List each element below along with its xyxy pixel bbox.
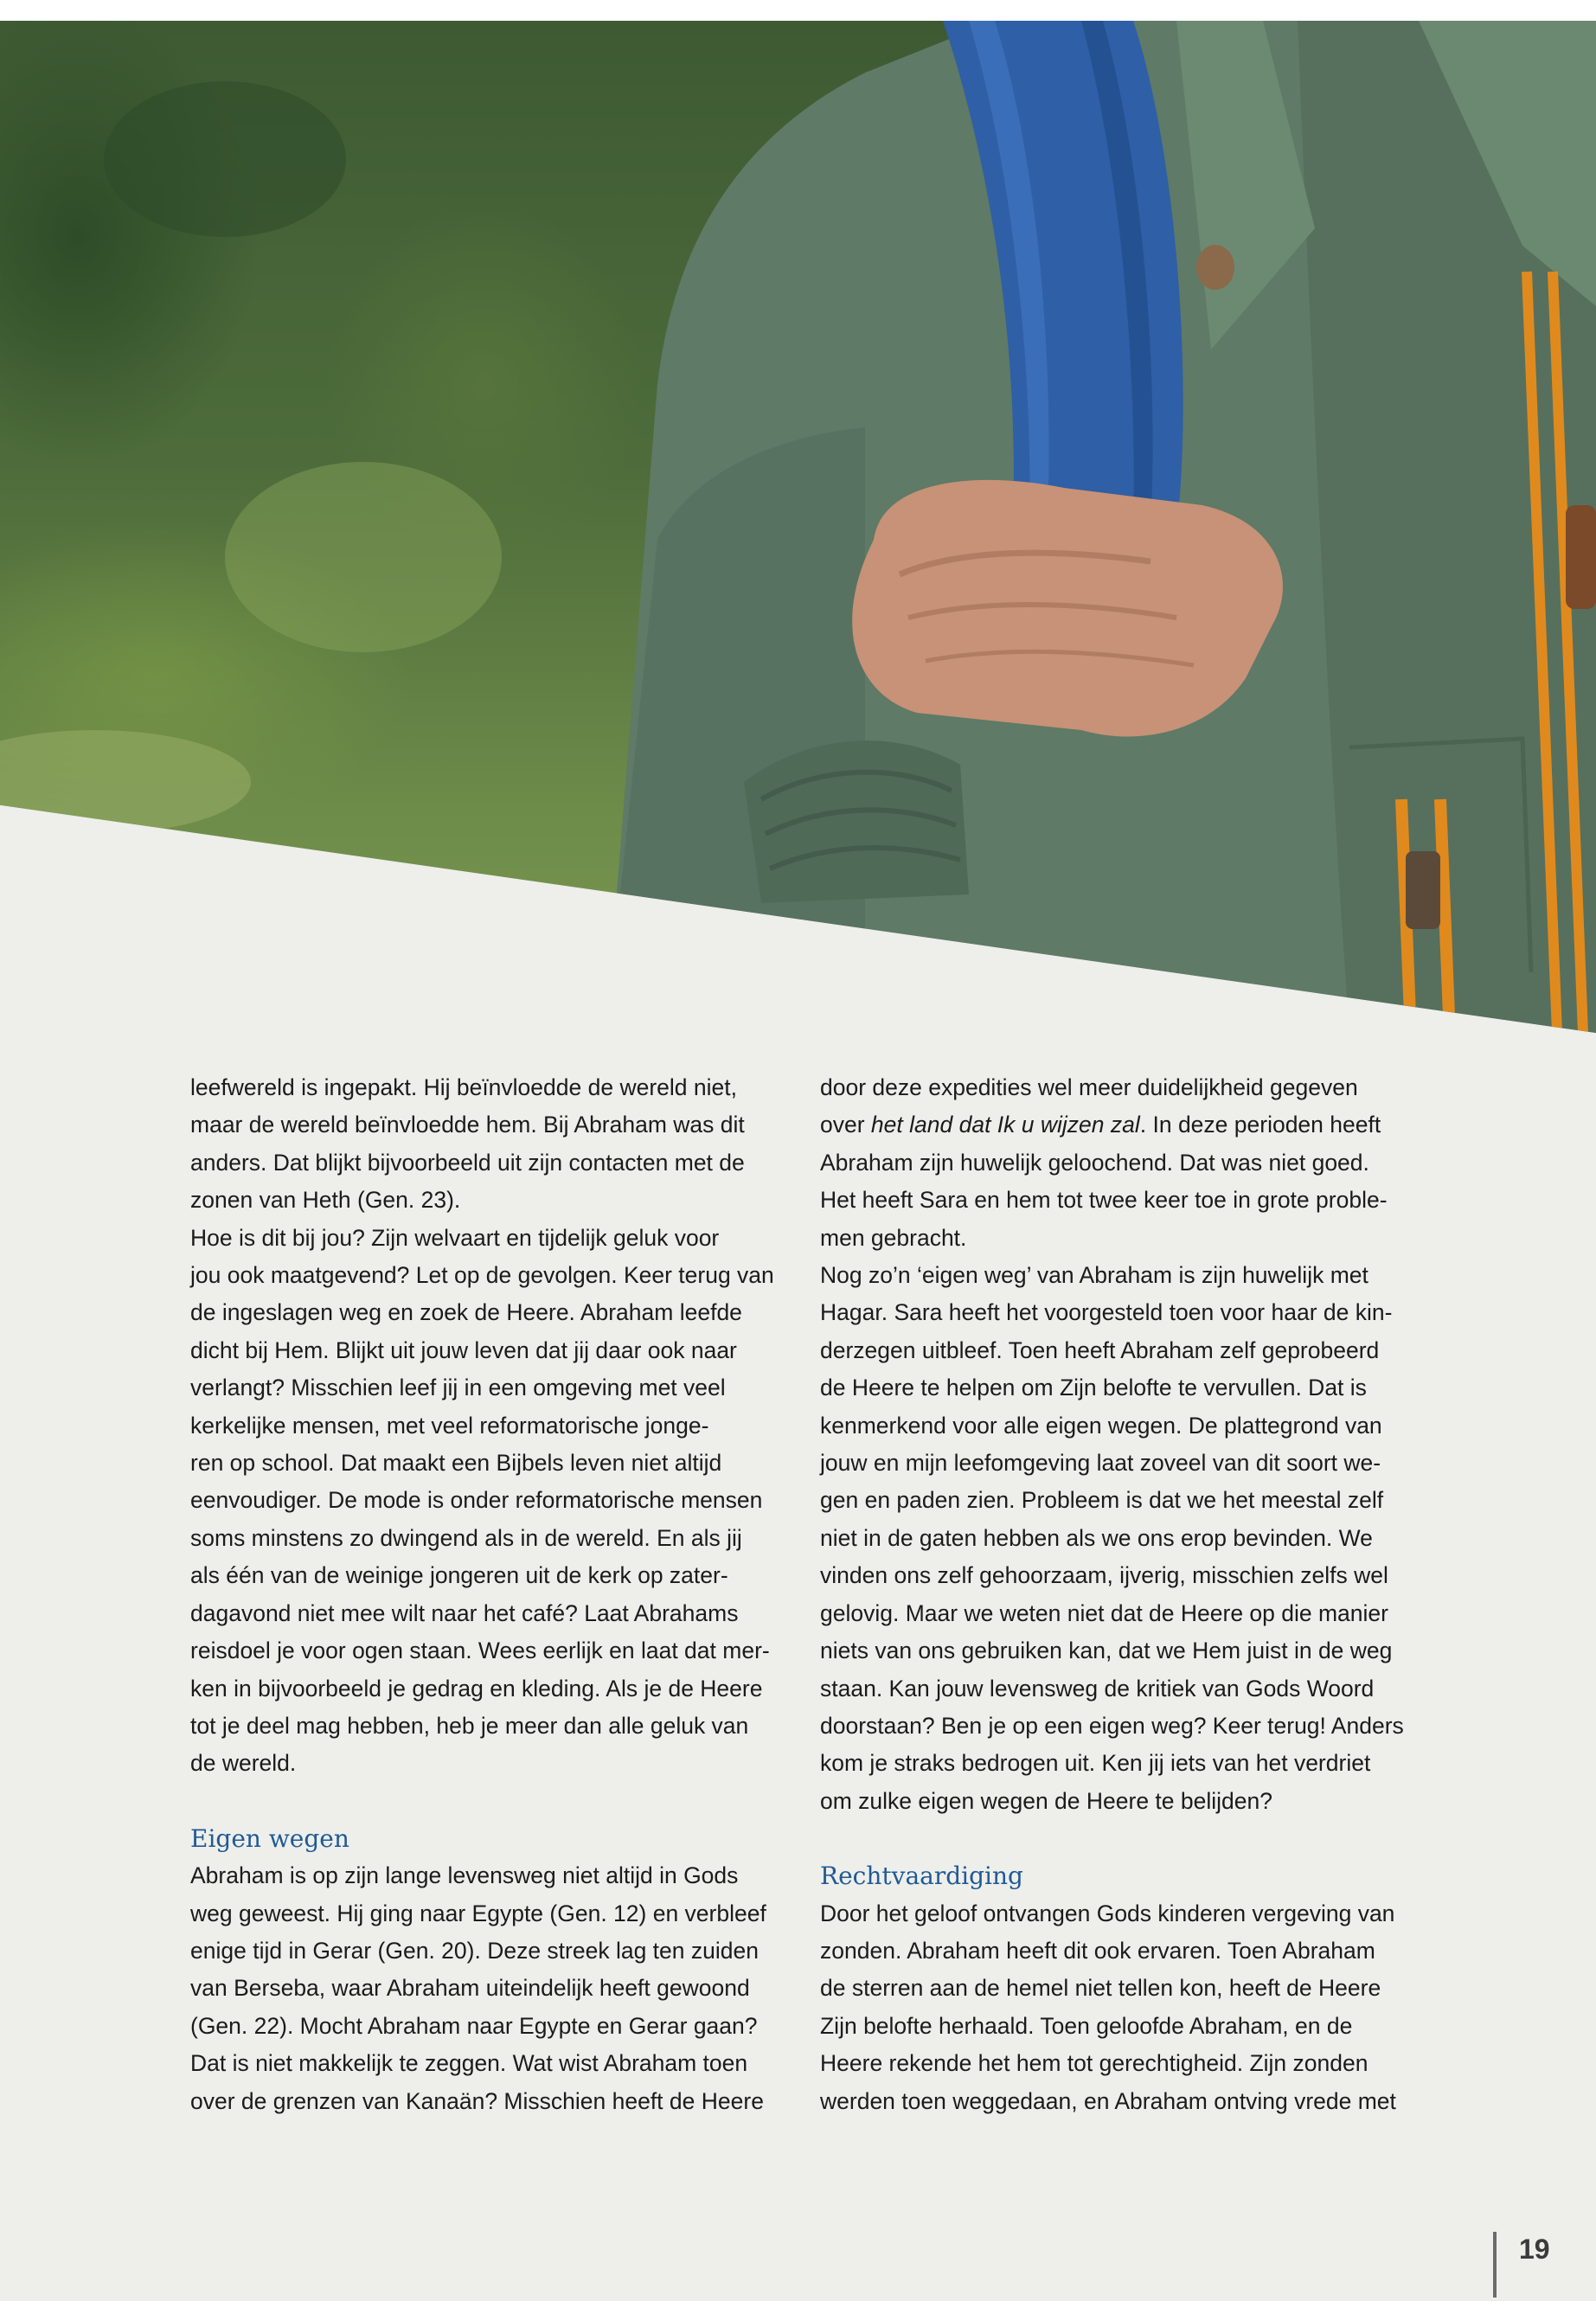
paragraph-line: gelovig. Maar we weten niet dat de Heere op die manier xyxy=(820,1599,1388,1626)
paragraph-line: staan. Kan jouw levensweg de kritiek van Gods Woord xyxy=(820,1675,1375,1702)
text-run: over xyxy=(820,1112,871,1138)
paragraph-line: werden toen weggedaan, en Abraham ontving vrede met xyxy=(820,2087,1396,2114)
paragraph-line: maar de wereld beïnvloedde hem. Bij Abraham was dit xyxy=(190,1112,745,1138)
paragraph-line: reisdoel je voor ogen staan. Wees eerlijk en laat dat mer- xyxy=(190,1638,770,1664)
paragraph-line: jouw en mijn leefomgeving laat zoveel van dit soort we- xyxy=(820,1450,1381,1477)
right-column xyxy=(820,1069,1430,2120)
paragraph-line: Het heeft Sara en hem tot twee keer toe in grote proble- xyxy=(820,1187,1388,1214)
magazine-page xyxy=(0,21,1596,2301)
paragraph-line: kerkelijke mensen, met veel reformatorische jonge- xyxy=(190,1412,709,1439)
paragraph-line: over de grenzen van Kanaän? Misschien heeft de Heere xyxy=(190,2087,764,2114)
paragraph-line: de sterren aan de hemel niet tellen kon, heeft de Heere xyxy=(820,1975,1381,2002)
paragraph-line: enige tijd in Gerar (Gen. 20). Deze streek lag ten zuiden xyxy=(190,1937,759,1964)
paragraph-line: dagavond niet mee wilt naar het café? Laat Abrahams xyxy=(190,1599,739,1626)
section-heading-rechtvaardiging: Rechtvaardiging xyxy=(820,1862,1023,1891)
paragraph-line: verlangt? Misschien leef jij in een omgeving met veel xyxy=(190,1375,726,1401)
bible-quote: het land dat Ik u wijzen zal xyxy=(870,1112,1140,1138)
paragraph-line: tot je deel mag hebben, heb je meer dan alle geluk van xyxy=(190,1712,749,1739)
left-column xyxy=(190,1069,800,2120)
paragraph-line: Nog zo’n ‘eigen weg’ van Abraham is zijn huwelijk met xyxy=(820,1262,1368,1289)
paragraph-line: niets van ons gebruiken kan, dat we Hem juist in de weg xyxy=(820,1638,1393,1664)
paragraph-line-with-quote xyxy=(820,1106,1430,1144)
paragraph-line: vinden ons zelf gehoorzaam, ijverig, misschien zelfs wel xyxy=(820,1562,1388,1589)
paragraph-line: de Heere te helpen om Zijn belofte te vervullen. Dat is xyxy=(820,1375,1367,1401)
paragraph-line: weg geweest. Hij ging naar Egypte (Gen. 12) en verbleef xyxy=(190,1900,766,1926)
paragraph-line: de ingeslagen weg en zoek de Heere. Abraham leefde xyxy=(190,1299,742,1326)
paragraph-line: Abraham zijn huwelijk geloochend. Dat was niet goed. xyxy=(820,1149,1369,1176)
paragraph-line: de wereld. xyxy=(190,1750,297,1777)
paragraph-line: om zulke eigen wegen de Heere te belijden? xyxy=(820,1787,1272,1814)
paragraph-line: zonen van Heth (Gen. 23). xyxy=(190,1187,461,1214)
paragraph-line: Heere rekende het hem tot gerechtigheid. Zijn zonden xyxy=(820,2050,1368,2077)
paragraph-line: niet in de gaten hebben als we ons erop bevinden. We xyxy=(820,1524,1373,1551)
paragraph-line: (Gen. 22). Mocht Abraham naar Egypte en Gerar gaan? xyxy=(190,2012,758,2039)
paragraph-line: Dat is niet makkelijk te zeggen. Wat wist Abraham toen xyxy=(190,2050,748,2077)
paragraph-line: derzegen uitbleef. Toen heeft Abraham zelf geprobeerd xyxy=(820,1336,1380,1363)
paragraph-line: als één van de weinige jongeren uit de kerk op zater- xyxy=(190,1562,728,1589)
paragraph-line: men gebracht. xyxy=(820,1224,967,1251)
paragraph-line: ken in bijvoorbeeld je gedrag en kleding. Als je de Heere xyxy=(190,1675,763,1702)
header-photo xyxy=(0,21,1596,1033)
paragraph-line: Zijn belofte herhaald. Toen geloofde Abraham, en de xyxy=(820,2012,1353,2039)
paragraph-line: anders. Dat blijkt bijvoorbeeld uit zijn contacten met de xyxy=(190,1149,745,1176)
paragraph-line: soms minstens zo dwingend als in de wereld. En als jij xyxy=(190,1524,742,1551)
paragraph-line: Door het geloof ontvangen Gods kinderen vergeving van xyxy=(820,1900,1395,1926)
paragraph-line: jou ook maatgevend? Let op de gevolgen. Keer terug van xyxy=(190,1262,774,1289)
paragraph-line: doorstaan? Ben je op een eigen weg? Keer terug! Anders xyxy=(820,1712,1404,1739)
paragraph-line: door deze expedities wel meer duidelijkheid gegeven xyxy=(820,1074,1358,1100)
paragraph-line: Hoe is dit bij jou? Zijn welvaart en tijdelijk geluk voor xyxy=(190,1224,720,1251)
paragraph-line: kom je straks bedrogen uit. Ken jij iets van het verdriet xyxy=(820,1750,1371,1777)
paragraph-line: eenvoudiger. De mode is onder reformatorische mensen xyxy=(190,1487,763,1514)
paragraph-line: Hagar. Sara heeft het voorgesteld toen voor haar de kin- xyxy=(820,1299,1393,1326)
paragraph-line: leefwereld is ingepakt. Hij beïnvloedde de wereld niet, xyxy=(190,1074,737,1100)
paragraph-line: van Berseba, waar Abraham uiteindelijk heeft gewoond xyxy=(190,1975,750,2002)
paragraph-line: kenmerkend voor alle eigen wegen. De plattegrond van xyxy=(820,1412,1382,1439)
paragraph-line: zonden. Abraham heeft dit ook ervaren. Toen Abraham xyxy=(820,1937,1375,1964)
paragraph-line: dicht bij Hem. Blijkt uit jouw leven dat jij daar ook naar xyxy=(190,1336,737,1363)
section-heading-eigen-wegen: Eigen wegen xyxy=(190,1823,349,1853)
paragraph-line: Abraham is op zijn lange levensweg niet altijd in Gods xyxy=(190,1862,739,1889)
text-run: . In deze perioden heeft xyxy=(1139,1112,1381,1138)
paragraph-line: ren op school. Dat maakt een Bijbels leven niet altijd xyxy=(190,1450,722,1477)
paragraph-line: gen en paden zien. Probleem is dat we het meestal zelf xyxy=(820,1487,1384,1514)
page-number: 19 xyxy=(1493,2232,1550,2298)
hiker-illustration xyxy=(0,21,1596,1033)
